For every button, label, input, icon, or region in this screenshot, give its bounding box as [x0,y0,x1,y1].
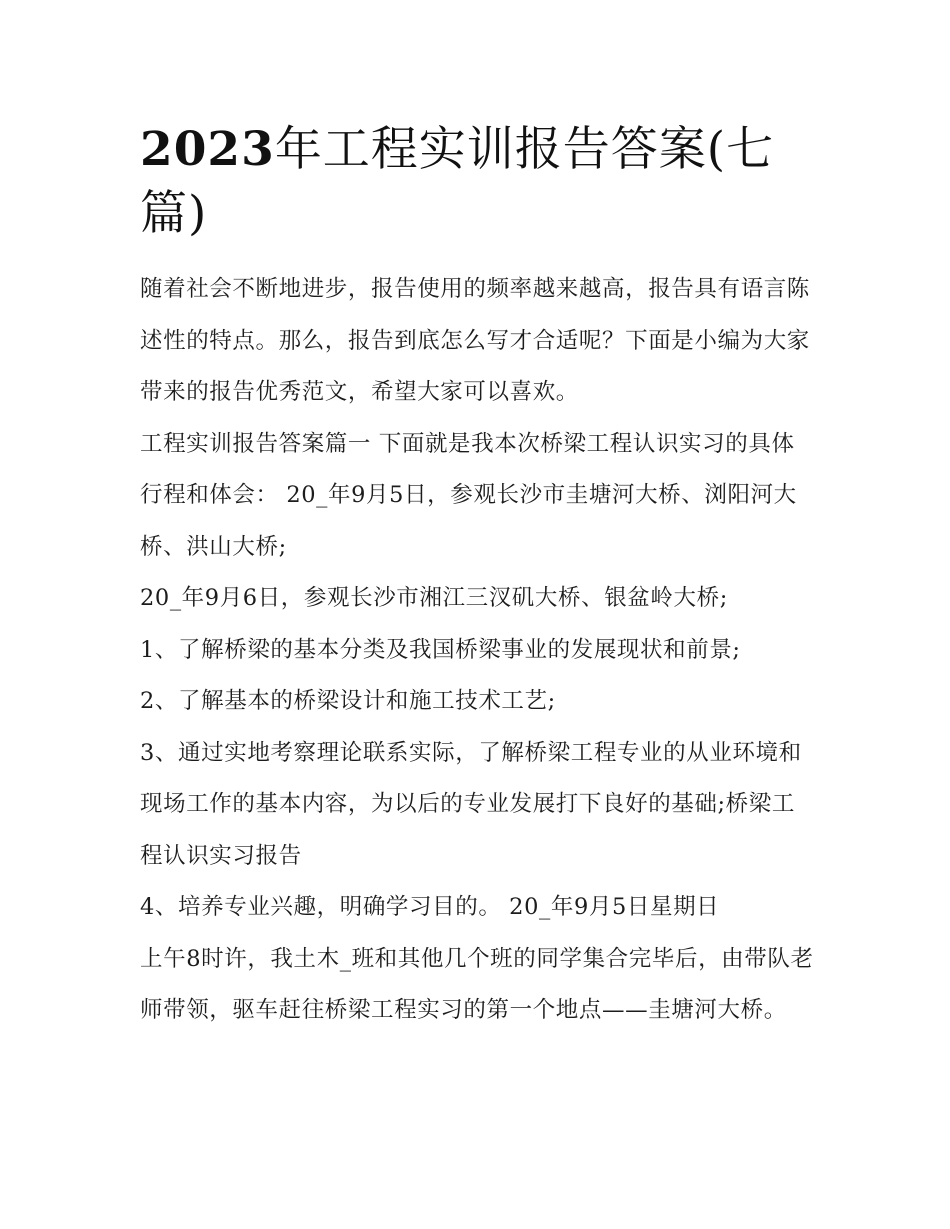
document-content [140,118,816,1037]
paragraph-goal-1: 1、了解桥梁的基本分类及我国桥梁事业的发展现状和前景; [140,636,741,663]
paragraph-goal-3: 3、通过实地考察理论联系实际，了解桥梁工程专业的从业环境和现场工作的基本内容，为以后的专业发展打下良好的基础;桥梁工程认识实习报告 [140,739,802,869]
paragraph-itinerary: 工程实训报告答案篇一 下面就是我本次桥梁工程认识实习的具体行程和体会： 20_年9月5日，参观长沙市圭塘河大桥、浏阳河大桥、洪山大桥; [140,430,797,560]
paragraph-sept-6: 20_年9月6日，参观长沙市湘江三汊矶大桥、银盆岭大桥; [140,585,728,611]
title-year: 2023 [140,122,275,177]
title-text: 年工程实训报告答案(七篇) [140,122,775,241]
document-body [140,264,816,1037]
paragraph-intro: 随着社会不断地进步，报告使用的频率越来越高，报告具有语言陈述性的特点。那么，报告到底怎么写才合适呢？下面是小编为大家带来的报告优秀范文，希望大家可以喜欢。 [140,276,810,405]
paragraph-goal-4: 4、培养专业兴趣，明确学习目的。 20_年9月5日星期日 [140,894,720,920]
paragraph-goal-2: 2、了解基本的桥梁设计和施工技术工艺; [140,688,556,714]
paragraph-morning: 上午8时许，我土木_班和其他几个班的同学集合完毕后，由带队老师带领，驱车赶往桥梁工程实习的第一个地点——圭塘河大桥。 [140,945,814,1023]
document-title [140,118,816,246]
